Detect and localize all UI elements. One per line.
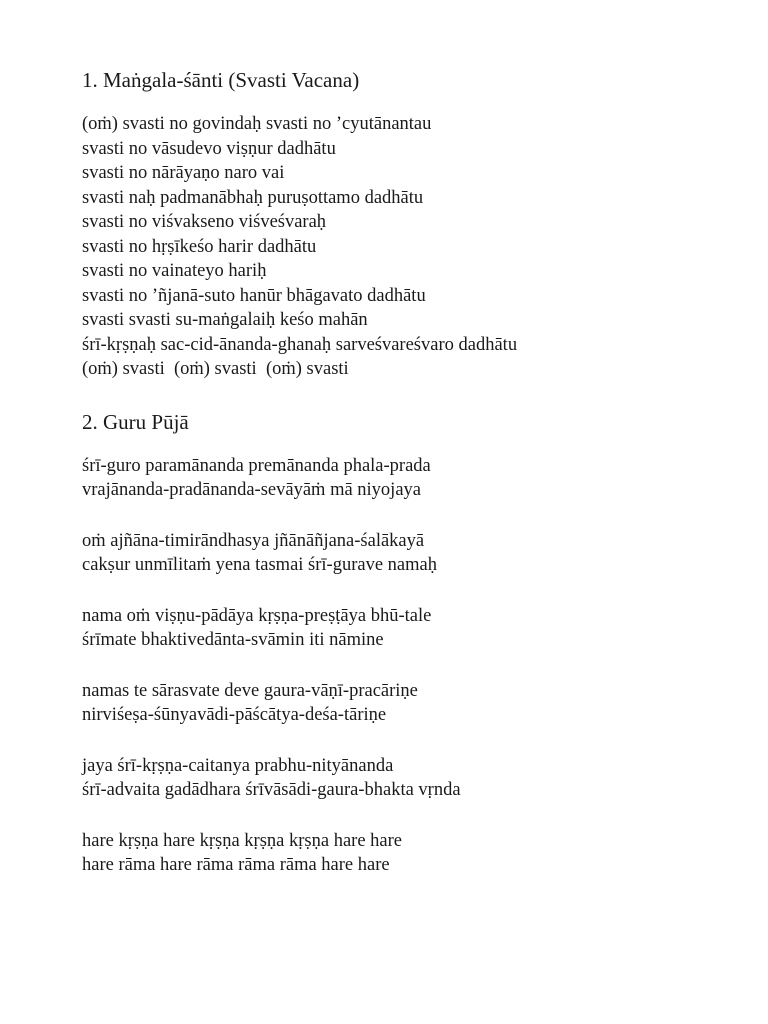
verse-line: cakṣur unmīlitaṁ yena tasmai śrī-gurave namaḥ (82, 555, 437, 575)
stanza-guru-4 (82, 679, 742, 728)
verse-line: śrī-kṛṣṇaḥ sac-cid-ānanda-ghanaḥ sarveśvareśvaro dadhātu (82, 334, 518, 355)
verse-line: śrī-advaita gadādhara śrīvāsādi-gaura-bhakta vṛnda (82, 780, 461, 800)
section-heading-guru-puja: 2. Guru Pūjā (82, 409, 189, 434)
document-page (82, 66, 742, 904)
verse-line: svasti no hṛṣīkeśo harir dadhātu (82, 236, 317, 257)
stanza-guru-5 (82, 754, 742, 803)
stanza-hare-krsna (82, 829, 742, 878)
verse-line: śrīmate bhaktivedānta-svāmin iti nāmine (82, 630, 384, 650)
stanza-svasti-vacana (82, 112, 742, 382)
verse-line: (oṁ) svasti (oṁ) svasti (oṁ) svasti (82, 359, 349, 379)
verse-line: hare rāma hare rāma rāma rāma hare hare (82, 855, 390, 875)
verse-line: jaya śrī-kṛṣṇa-caitanya prabhu-nityānanda (82, 755, 394, 776)
verse-line: svasti naḥ padmanābhaḥ puruṣottamo dadhātu (82, 187, 424, 208)
stanza-guru-2 (82, 529, 742, 578)
stanza-guru-3 (82, 604, 742, 653)
verse-line: svasti no ’ñjanā-suto hanūr bhāgavato dadhātu (82, 285, 426, 306)
stanza-guru-1 (82, 454, 742, 503)
verse-line: oṁ ajñāna-timirāndhasya jñānāñjana-śalākayā (82, 530, 425, 551)
verse-line: (oṁ) svasti no govindaḥ svasti no ’cyutānantau (82, 114, 432, 134)
verse-line: svasti no nārāyaṇo naro vai (82, 163, 285, 183)
verse-line: hare kṛṣṇa hare kṛṣṇa kṛṣṇa kṛṣṇa hare hare (82, 830, 402, 851)
verse-line: svasti svasti su-maṅgalaiḥ keśo mahān (82, 310, 368, 330)
verse-line: śrī-guro paramānanda premānanda phala-prada (82, 455, 431, 476)
verse-line: vrajānanda-pradānanda-sevāyāṁ mā niyojaya (82, 480, 421, 500)
verse-line: svasti no vainateyo hariḥ (82, 261, 267, 281)
verse-line: nirviśeṣa-śūnyavādi-pāścātya-deśa-tāriṇe (82, 705, 387, 725)
section-heading-mangala-santi: 1. Maṅgala-śānti (Svasti Vacana) (82, 68, 360, 92)
verse-line: svasti no viśvakseno viśveśvaraḥ (82, 212, 327, 232)
verse-line: namas te sārasvate deve gaura-vāṇī-pracāriṇe (82, 680, 418, 701)
verse-line: svasti no vāsudevo viṣṇur dadhātu (82, 138, 336, 159)
verse-line: nama oṁ viṣṇu-pādāya kṛṣṇa-preṣṭāya bhū-tale (82, 605, 432, 626)
